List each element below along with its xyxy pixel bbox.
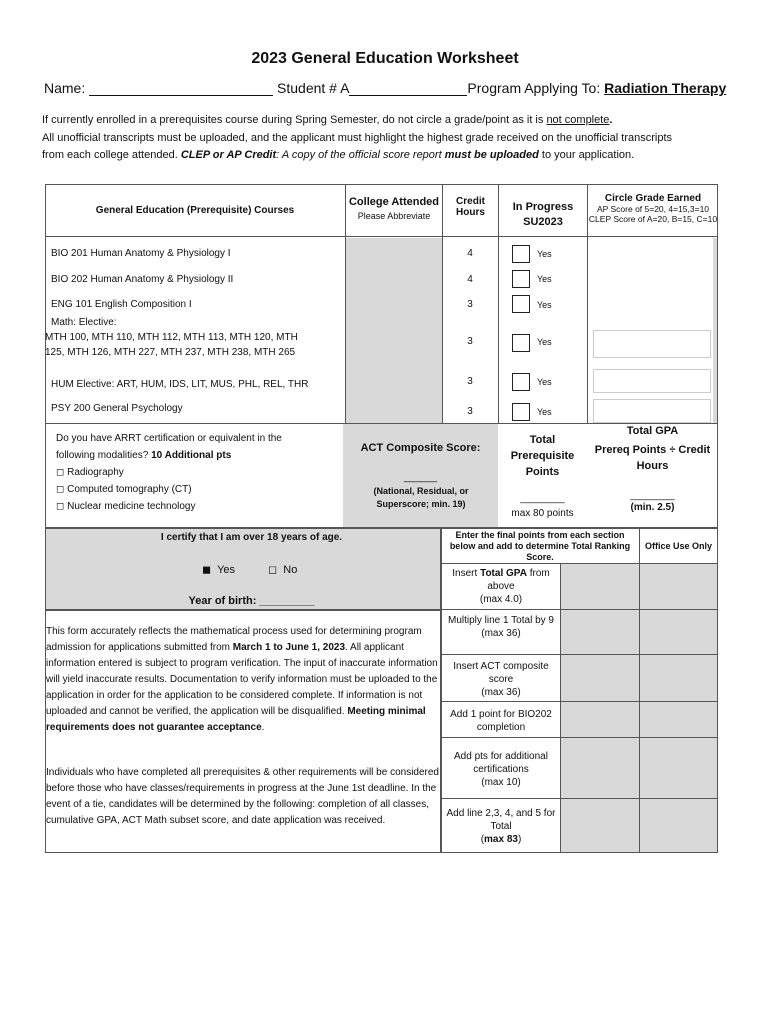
r1-text2: from above	[487, 568, 550, 592]
certify-yes-label: Yes	[217, 564, 236, 576]
total-points-max: max 80 points	[511, 508, 574, 519]
course-row-2: BIO 202 Human Anatomy & Physiology II	[51, 274, 234, 285]
checked-box-icon: ◼	[202, 564, 212, 576]
gpa-formula: Prereq Points ÷ Credit Hours	[594, 444, 711, 472]
course-row-5: HUM Elective: ART, HUM, IDS, LIT, MUS, PHL, REL, THR	[51, 379, 309, 390]
col-header-college	[345, 184, 442, 237]
hours-row-6: 3	[467, 406, 473, 417]
disclaimer-warning: Meeting minimal requirements does not guarantee acceptance	[46, 706, 426, 733]
course-row-4: Math: Elective:	[51, 317, 117, 328]
college-sublabel: Please Abbreviate	[357, 211, 431, 221]
divider	[498, 237, 499, 423]
yes-label-1: Yes	[537, 249, 552, 259]
instructions: If currently enrolled in a prerequisites course during Spring Semester, do not circle a grade/point as it is not complete. All unofficial transcripts must be uploaded, and the applicant must highlight the highest grade received on the unofficial transcripts from each college attended. CLEP or AP Credit: A copy of the official score report must be uploaded to your application.	[42, 114, 673, 161]
total-points-label: Total Prerequisite Points	[510, 434, 575, 478]
r1-bold: Total GPA	[480, 568, 527, 579]
intro-must: must be uploaded	[444, 149, 539, 161]
act-note: (National, Residual, or Superscore; min. 19)	[373, 486, 469, 509]
intro-underline: not complete	[546, 114, 610, 126]
yes-label-2: Yes	[537, 274, 552, 284]
r2-max: (max 36)	[481, 628, 521, 639]
col-header-progress: In Progress SU2023	[498, 184, 587, 237]
college-column-fill	[346, 238, 442, 423]
grade-edge-fill	[713, 238, 717, 423]
col-header-credit: Credit Hours	[442, 184, 498, 237]
year-of-birth[interactable]: Year of birth: _________	[188, 595, 315, 607]
disclaimer-end: .	[261, 722, 265, 733]
r5-text: Add pts for additional certifications	[454, 751, 548, 775]
intro-text-2: All unofficial transcripts must be uploaded, and the applicant must highlight the highest grade received on the unofficial transcripts from each college attended.	[42, 131, 673, 161]
r1-text: Insert	[452, 568, 481, 579]
course-row-4-line2: MTH 100, MTH 110, MTH 112, MTH 113, MTH 120, MTH	[45, 332, 298, 343]
course-row-4-line3: 125, MTH 126, MTH 227, MTH 237, MTH 238, MTH 265	[45, 347, 296, 358]
in-progress-checkbox-4[interactable]	[512, 334, 530, 352]
col-header-courses: General Education (Prerequisite) Courses	[45, 184, 345, 237]
col-header-grade	[587, 184, 718, 237]
divider	[442, 237, 443, 423]
office-column	[640, 564, 717, 852]
disclaimer-p1a: This form accurately reflects the mathematical process used for determining program admission for applications submitted from	[46, 626, 422, 653]
gpa-label: Total GPA	[626, 425, 679, 437]
disclaimer-dates: March 1 to June 1, 2023	[232, 642, 346, 653]
intro-end: to your application.	[538, 149, 635, 161]
intro-clep: CLEP or AP Credit	[180, 149, 277, 161]
ranking-row-6: Add line 2,3, 4, and 5 for Total (max 83)	[442, 807, 560, 846]
divider	[441, 737, 718, 738]
hours-row-5: 3	[467, 376, 473, 387]
yes-label-4: Yes	[537, 337, 552, 347]
gpa-min: (min. 2.5)	[630, 502, 675, 513]
intro-text-1: If currently enrolled in a prerequisites course during Spring Semester, do not circle a grade/point as it is	[42, 114, 547, 126]
arrt-option-nuclear: Nuclear medicine technology	[67, 501, 196, 512]
grade-sub-ap: AP Score of 5=20, 4=15,3=10	[596, 204, 710, 214]
yes-label-5: Yes	[537, 377, 552, 387]
checkbox-icon: ◻	[268, 564, 278, 576]
in-progress-checkbox-3[interactable]	[512, 295, 530, 313]
arrt-question	[56, 430, 336, 515]
gpa-blank[interactable]: ________	[630, 490, 675, 501]
certify-yes[interactable]	[202, 563, 235, 576]
r1-max: (max 4.0)	[479, 594, 523, 605]
divider	[441, 798, 718, 799]
grade-field-4[interactable]	[593, 330, 711, 358]
ranking-row-3	[442, 660, 560, 699]
checkbox-icon[interactable]: ◻	[56, 484, 65, 495]
arrt-option-radiography: Radiography	[67, 467, 124, 478]
program-value: Radiation Therapy	[604, 80, 727, 96]
college-label: College Attended	[348, 196, 440, 208]
divider	[441, 701, 718, 702]
grade-label: Circle Grade Earned	[604, 193, 702, 204]
hours-row-4: 3	[467, 336, 473, 347]
r6-max: max 83	[484, 834, 518, 845]
checkbox-icon[interactable]: ◻	[56, 501, 65, 512]
ranking-row-1	[442, 567, 560, 606]
office-use-header: Office Use Only	[644, 541, 713, 551]
course-row-6: PSY 200 General Psychology	[51, 403, 183, 414]
r6-text: Add line 2,3, 4, and 5 for Total	[446, 808, 556, 832]
disclaimer-text-2: Individuals who have completed all prerequisites & other requirements will be considered before those who have classes/requirements in progress at the June 1st deadline. In the event of a tie, candidates will be determined by the following: completion of all classes, cumulative GPA, ACT Math subset score, and date application was received.	[46, 767, 439, 826]
arrt-option-ct: Computed tomography (CT)	[67, 484, 192, 495]
divider	[345, 237, 346, 423]
total-points-blank[interactable]: ________	[520, 493, 565, 504]
grade-sub-clep: CLEP Score of A=20, B=15, C=10	[588, 214, 718, 224]
page-title: 2023 General Education Worksheet	[251, 50, 519, 67]
arrt-q2: following modalities?	[56, 450, 152, 461]
disclaimer-text-1	[46, 624, 440, 736]
disclaimer-p1b: . All applicant information entered is subject to program verification. The input of inaccurate information will yield inaccurate results. Documentation to verify information must be uploaded to the application in order for the application to be considered complete. If information is not uploaded and cannot be verified, the application will be disqualified.	[46, 642, 438, 717]
points-column[interactable]	[561, 564, 639, 852]
header-line	[44, 80, 726, 96]
student-number-field[interactable]	[349, 80, 467, 96]
arrt-points: 10 Additional pts	[151, 450, 232, 461]
divider	[441, 654, 718, 655]
certify-no[interactable]	[268, 563, 297, 576]
act-label: ACT Composite Score:	[360, 442, 481, 454]
program-label: Program Applying To:	[467, 80, 601, 96]
intro-italic: : A copy of the official score report	[276, 149, 445, 161]
ranking-row-5	[442, 750, 560, 789]
certify-statement: I certify that I am over 18 years of age.	[160, 532, 343, 543]
hours-row-2: 4	[467, 274, 473, 285]
yes-label-6: Yes	[537, 407, 552, 417]
r5-max: (max 10)	[481, 777, 521, 788]
course-row-3: ENG 101 English Composition I	[51, 299, 192, 310]
certify-no-label: No	[283, 564, 298, 576]
hours-row-1: 4	[467, 248, 473, 259]
arrt-q1: Do you have ARRT certification or equivalent in the	[56, 433, 282, 444]
in-progress-checkbox-2[interactable]	[512, 270, 530, 288]
grade-field-5[interactable]	[593, 369, 711, 393]
student-label: Student # A	[277, 80, 350, 96]
hours-row-3: 3	[467, 299, 473, 310]
in-progress-checkbox-6[interactable]	[512, 403, 530, 421]
ranking-row-4: Add 1 point for BIO202 completion	[450, 709, 552, 733]
divider	[441, 609, 718, 610]
divider	[587, 237, 588, 423]
course-row-1: BIO 201 Human Anatomy & Physiology I	[51, 248, 231, 259]
name-field[interactable]	[89, 80, 273, 96]
yes-label-3: Yes	[537, 300, 552, 310]
grade-field-6[interactable]	[593, 399, 711, 423]
in-progress-checkbox-5[interactable]	[512, 373, 530, 391]
act-blank[interactable]: ______	[403, 472, 438, 483]
in-progress-checkbox-1[interactable]	[512, 245, 530, 263]
r3-max: (max 36)	[481, 687, 521, 698]
checkbox-icon[interactable]: ◻	[56, 467, 65, 478]
r3-text: Insert ACT composite score	[453, 661, 549, 685]
ranking-header: Enter the final points from each section below and add to determine Total Ranking Score.	[449, 530, 631, 562]
name-label: Name:	[44, 80, 86, 96]
ranking-row-2	[442, 614, 560, 640]
r2-text: Multiply line 1 Total by 9	[448, 615, 554, 626]
